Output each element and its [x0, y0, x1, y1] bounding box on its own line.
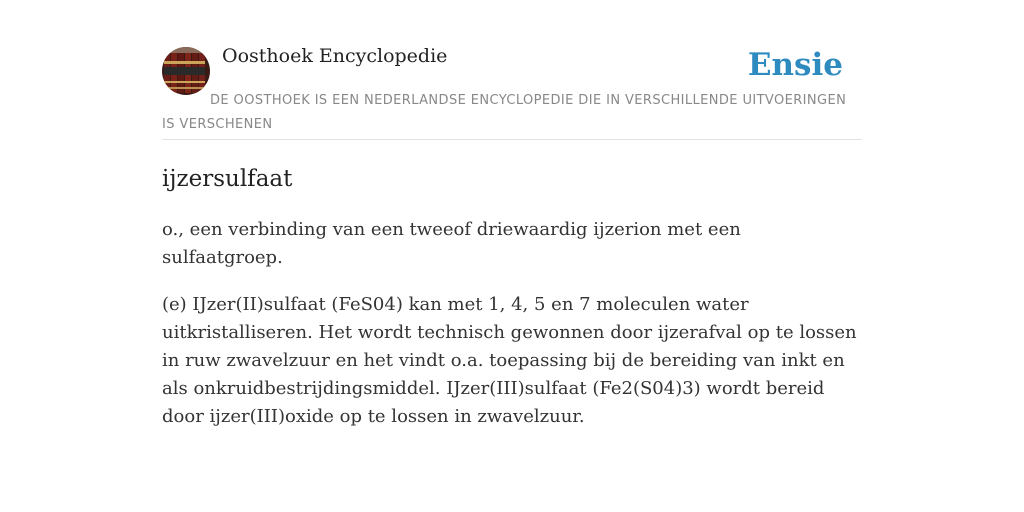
entry-title: ijzersulfaat: [162, 166, 293, 192]
body-paragraph: (e) IJzer(II)sulfaat (FeS04) kan met 1, 4, 5 en 7 moleculen water uitkristalliseren. Het wordt technisch gewonnen door ijzerafval op te lossen in ruw zwavelzuur en het vindt o.a. toepassing bij de bereiding van inkt en als onkruidbestrijdingsmiddel. IJzer(III)sulfaat (Fe2(S04)3) wordt bereid door ijzer(III)oxide op te lossen in zwavelzuur.: [162, 294, 857, 427]
site-header: [162, 0, 862, 140]
definition-paragraph: o., een verbinding van een tweeof driewaardig ijzerion met een sulfaatgroep.: [162, 219, 741, 268]
book-spines-icon[interactable]: [162, 47, 210, 95]
article: [162, 140, 862, 431]
site-title[interactable]: Oosthoek Encyclopedie: [222, 45, 448, 67]
site-tagline: DE OOSTHOEK IS EEN NEDERLANDSE ENCYCLOPEDIE DIE IN VERSCHILLENDE UITVOERINGEN IS VERSCHENEN: [162, 93, 847, 132]
content-container: [162, 0, 862, 450]
brand-logo[interactable]: Ensie: [747, 47, 843, 83]
